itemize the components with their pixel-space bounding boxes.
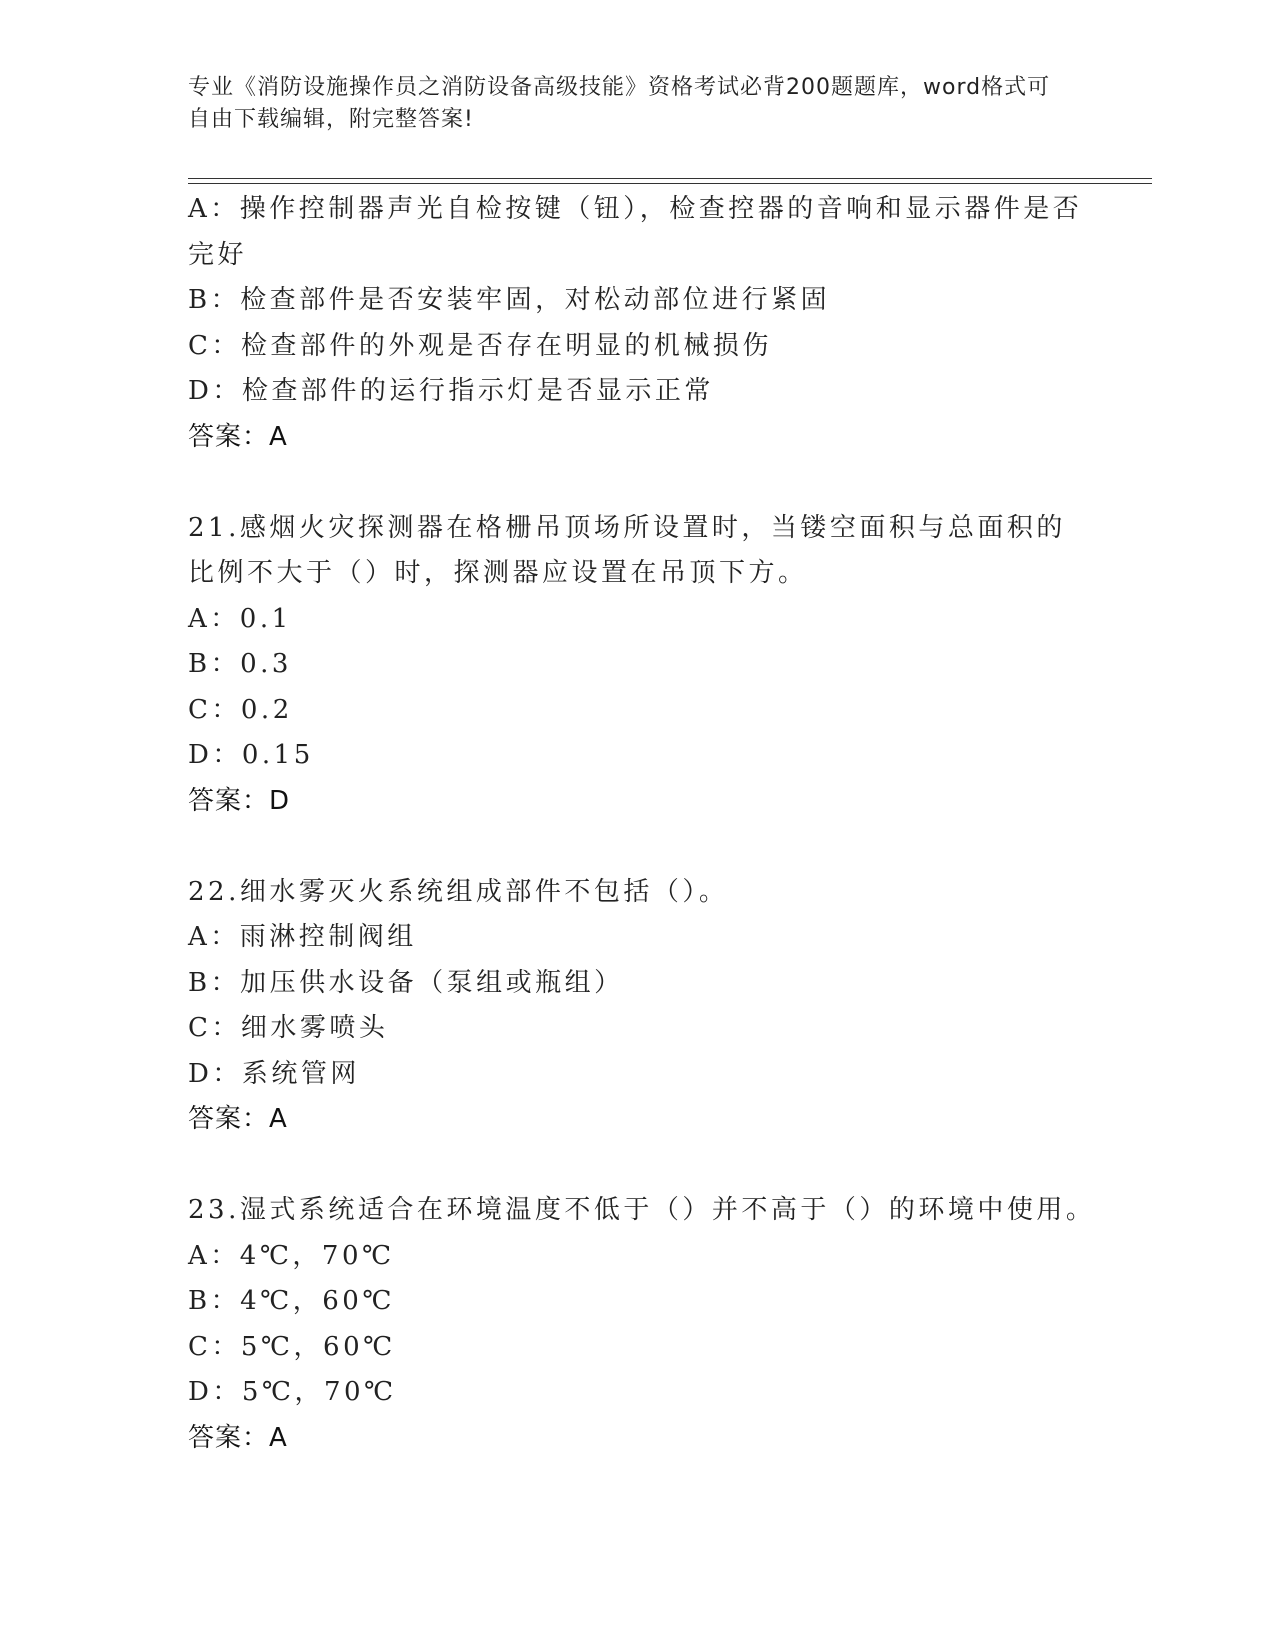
spacer [188, 824, 1088, 870]
option-c: C：5℃，60℃ [188, 1331, 396, 1362]
question-block-22 [188, 870, 1088, 1143]
question-block-previous [188, 187, 1088, 460]
header-divider-bottom [188, 183, 1152, 184]
option-d: D：检查部件的运行指示灯是否显示正常 [188, 376, 714, 406]
option-c: C：检查部件的外观是否存在明显的机械损伤 [188, 330, 772, 361]
option-b: B：4℃，60℃ [188, 1286, 395, 1316]
option-b: B：0.3 [188, 649, 292, 679]
spacer [188, 1143, 1088, 1189]
answer-label: 答案：D [188, 785, 291, 816]
answer-label: 答案：A [188, 421, 288, 452]
option-c: C：0.2 [188, 694, 293, 725]
option-c: C：细水雾喷头 [188, 1013, 389, 1043]
question-stem: 21.感烟火灾探测器在格栅吊顶场所设置时，当镂空面积与总面积的比例不大于（）时，探测器应设置在吊顶下方。 [188, 512, 1066, 588]
spacer [188, 460, 1088, 506]
option-b: B：加压供水设备（泵组或瓶组） [188, 967, 624, 998]
question-stem: 23.湿式系统适合在环境温度不低于（）并不高于（）的环境中使用。 [188, 1195, 1096, 1225]
question-stem: 22.细水雾灭火系统组成部件不包括（）。 [188, 876, 729, 907]
option-a: A：雨淋控制阀组 [188, 922, 417, 952]
option-a: A：操作控制器声光自检按键（钮），检查控器的音响和显示器件是否完好 [188, 194, 1083, 270]
option-d: D：系统管网 [188, 1058, 360, 1089]
option-a: A：0.1 [188, 603, 292, 634]
option-b: B：检查部件是否安装牢固，对松动部位进行紧固 [188, 285, 831, 315]
answer-label: 答案：A [188, 1104, 288, 1134]
answer-label: 答案：A [188, 1422, 288, 1453]
question-list [188, 187, 1096, 1461]
question-block-23 [188, 1188, 1096, 1461]
question-block-21 [188, 506, 1088, 825]
option-a: A：4℃，70℃ [188, 1240, 395, 1271]
document-header: 专业《消防设施操作员之消防设备高级技能》资格考试必背200题题库，word格式可自由下载编辑，附完整答案! [188, 75, 1051, 132]
option-d: D：0.15 [188, 740, 314, 770]
option-d: D：5℃，70℃ [188, 1377, 397, 1407]
header-divider-top [188, 178, 1152, 179]
